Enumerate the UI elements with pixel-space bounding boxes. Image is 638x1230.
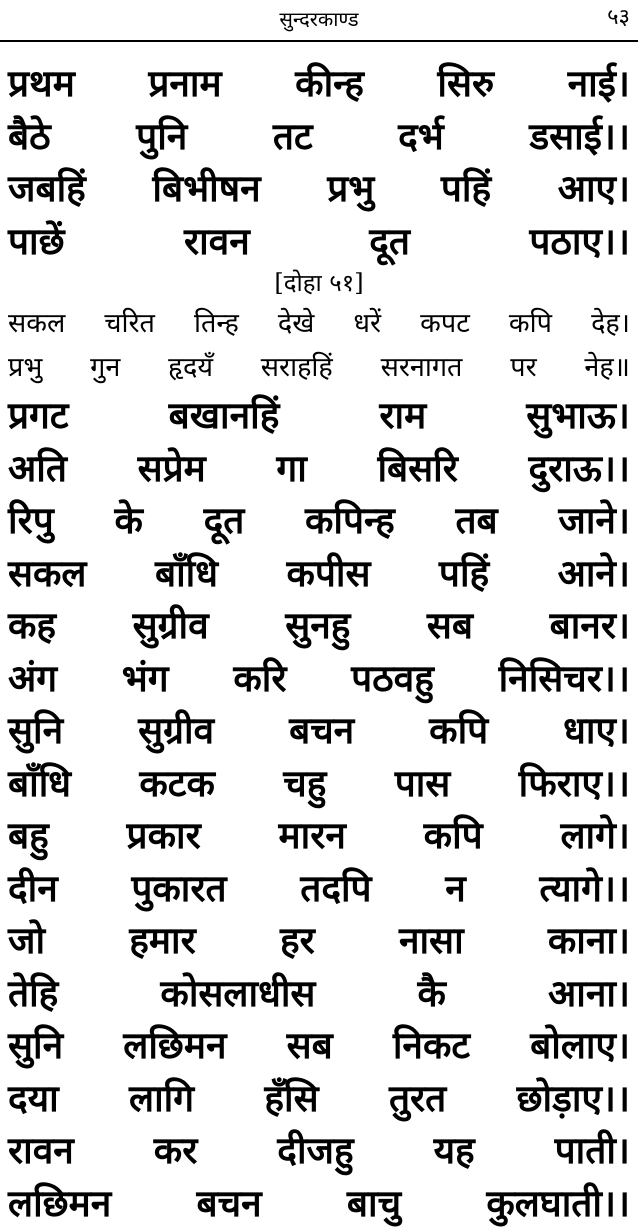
verse-line	[8, 653, 630, 706]
verse-word: लछिमन	[8, 1178, 111, 1230]
verse-word: निकट	[393, 1020, 470, 1072]
verse-word: सुनहु	[285, 600, 350, 652]
verse-word: धरें	[353, 302, 381, 346]
verse-word: हँसि	[264, 1073, 318, 1125]
page-number: ५३	[607, 4, 630, 32]
verse-word: पहिं	[441, 163, 491, 215]
verse-word: प्रगट	[8, 390, 69, 442]
verse-line	[8, 216, 630, 269]
verse-line	[8, 1125, 630, 1178]
verse-word: न	[445, 863, 466, 915]
verse-word: करि	[233, 653, 286, 705]
verse-line	[8, 495, 630, 548]
verse-word: रिपु	[8, 495, 54, 547]
verse-word: चरित	[104, 302, 155, 346]
verse-word: बखानहिं	[169, 390, 280, 442]
verse-word: दर्भ	[398, 111, 444, 163]
verse-word: जो	[8, 915, 45, 967]
verse-line	[8, 1073, 630, 1126]
verse-word: अति	[8, 443, 67, 495]
section-title: सुन्दरकाण्ड	[0, 6, 638, 32]
verse-word: पठाए।।	[529, 216, 630, 268]
verse-word: बाँधि	[8, 758, 71, 810]
verse-word: प्रनाम	[148, 58, 221, 110]
verse-line	[8, 915, 630, 968]
verse-word: सुनि	[8, 705, 63, 757]
verse-line	[8, 58, 630, 111]
verse-word: सरनागत	[381, 346, 463, 390]
verse-word: हृदयँ	[168, 346, 213, 390]
verse-word: धाए।	[563, 705, 630, 757]
verse-word: पुनि	[136, 111, 187, 163]
verse-line	[8, 705, 630, 758]
chaupai-block-2	[8, 390, 630, 1230]
verse-word: हमार	[129, 915, 196, 967]
verse-word: नाई।	[568, 58, 630, 110]
verse-word: सब	[427, 600, 473, 652]
verse-word: कपीस	[286, 548, 370, 600]
verse-line	[8, 810, 630, 863]
chaupai-block-1	[8, 58, 630, 268]
verse-word: हर	[280, 915, 315, 967]
verse-word: तट	[273, 111, 313, 163]
verse-word: लागे।	[560, 810, 630, 862]
verse-word: काना।	[548, 915, 630, 967]
verse-word: आने।	[558, 548, 630, 600]
verse-word: प्रकार	[127, 810, 201, 862]
doha-heading: [दोहा ५१]	[8, 268, 630, 302]
verse-word: निसिचर।।	[499, 653, 630, 705]
verse-word: प्रभु	[8, 346, 42, 390]
verse-word: पाती।	[555, 1125, 630, 1177]
verse-word: तदपि	[300, 863, 371, 915]
verse-line	[8, 600, 630, 653]
verse-body	[8, 58, 630, 1230]
verse-word: डसाई।।	[529, 111, 630, 163]
verse-word: बाँधि	[155, 548, 218, 600]
verse-word: सुग्रीव	[138, 705, 214, 757]
verse-word: छोड़ाए।।	[517, 1073, 630, 1125]
verse-line	[8, 163, 630, 216]
doha-line	[8, 346, 630, 390]
verse-word: बानर।	[550, 600, 630, 652]
verse-word: बचन	[197, 1178, 262, 1230]
verse-line	[8, 968, 630, 1021]
verse-word: देखे	[278, 302, 314, 346]
verse-word: प्रभु	[327, 163, 374, 215]
verse-word: सराहहिं	[261, 346, 333, 390]
verse-word: सब	[287, 1020, 333, 1072]
page-header	[0, 0, 638, 42]
verse-word: जबहिं	[8, 163, 86, 215]
verse-word: जाने।	[558, 495, 630, 547]
verse-word: फिराए।।	[519, 758, 630, 810]
verse-word: कपट	[420, 302, 470, 346]
verse-word: तब	[455, 495, 497, 547]
verse-line	[8, 443, 630, 496]
verse-word: चहु	[283, 758, 326, 810]
verse-word: कपि	[424, 810, 483, 862]
verse-word: पठवहु	[351, 653, 434, 705]
verse-word: लागि	[129, 1073, 194, 1125]
verse-word: दूत	[369, 216, 410, 268]
verse-word: तिन्ह	[194, 302, 239, 346]
verse-word: बिसरि	[377, 443, 457, 495]
verse-word: अंग	[8, 653, 57, 705]
verse-word: सप्रेम	[138, 443, 206, 495]
verse-word: यह	[434, 1125, 475, 1177]
verse-word: दुराऊ।।	[529, 443, 630, 495]
verse-word: भंग	[122, 653, 169, 705]
verse-word: दीजहु	[277, 1125, 353, 1177]
doha-line	[8, 302, 630, 346]
verse-line	[8, 390, 630, 443]
verse-word: पहिं	[439, 548, 489, 600]
verse-word: कटक	[139, 758, 214, 810]
verse-word: सकल	[8, 302, 65, 346]
verse-line	[8, 1020, 630, 1073]
verse-word: मारन	[279, 810, 346, 862]
verse-word: बचन	[289, 705, 354, 757]
verse-word: लछिमन	[123, 1020, 226, 1072]
verse-word: रावन	[8, 1125, 74, 1177]
verse-word: पुकारत	[131, 863, 226, 915]
verse-word: कर	[154, 1125, 198, 1177]
verse-word: राम	[379, 390, 426, 442]
verse-word: तेहि	[8, 968, 58, 1020]
verse-word: सुभाऊ।	[526, 390, 630, 442]
verse-word: दया	[8, 1073, 59, 1125]
verse-word: गुन	[90, 346, 120, 390]
verse-word: कह	[8, 600, 56, 652]
verse-word: बोलाए।	[530, 1020, 630, 1072]
doha-block	[8, 302, 630, 390]
verse-word: तुरत	[389, 1073, 446, 1125]
verse-word: रावन	[184, 216, 250, 268]
verse-word: कुलघाती।।	[486, 1178, 630, 1230]
verse-word: गा	[276, 443, 306, 495]
verse-line	[8, 111, 630, 164]
verse-word: सिरु	[437, 58, 494, 110]
verse-word: आना।	[548, 968, 630, 1020]
verse-word: के	[114, 495, 142, 547]
verse-word: नासा	[399, 915, 464, 967]
verse-line	[8, 863, 630, 916]
verse-word: देह।	[591, 302, 630, 346]
verse-word: बाचु	[347, 1178, 401, 1230]
verse-word: दूत	[204, 495, 245, 547]
verse-word: सकल	[8, 548, 87, 600]
verse-word: पाछें	[8, 216, 65, 268]
verse-word: प्रथम	[8, 58, 75, 110]
verse-word: बिभीषन	[152, 163, 260, 215]
verse-line	[8, 548, 630, 601]
verse-word: दीन	[8, 863, 58, 915]
verse-word: कै	[418, 968, 446, 1020]
verse-word: कोसलाधीस	[160, 968, 315, 1020]
verse-word: बहु	[8, 810, 49, 862]
verse-word: सुनि	[8, 1020, 63, 1072]
verse-word: कपि	[429, 705, 488, 757]
verse-word: आए।	[558, 163, 630, 215]
verse-line	[8, 758, 630, 811]
verse-word: कपिन्ह	[305, 495, 395, 547]
verse-word: बैठे	[8, 111, 51, 163]
verse-word: कीन्ह	[295, 58, 364, 110]
verse-word: पास	[395, 758, 451, 810]
verse-word: नेह॥	[584, 346, 630, 390]
verse-word: पर	[510, 346, 536, 390]
verse-word: सुग्रीव	[133, 600, 209, 652]
verse-line	[8, 1178, 630, 1230]
verse-word: त्यागे।।	[539, 863, 630, 915]
verse-word: कपि	[509, 302, 552, 346]
